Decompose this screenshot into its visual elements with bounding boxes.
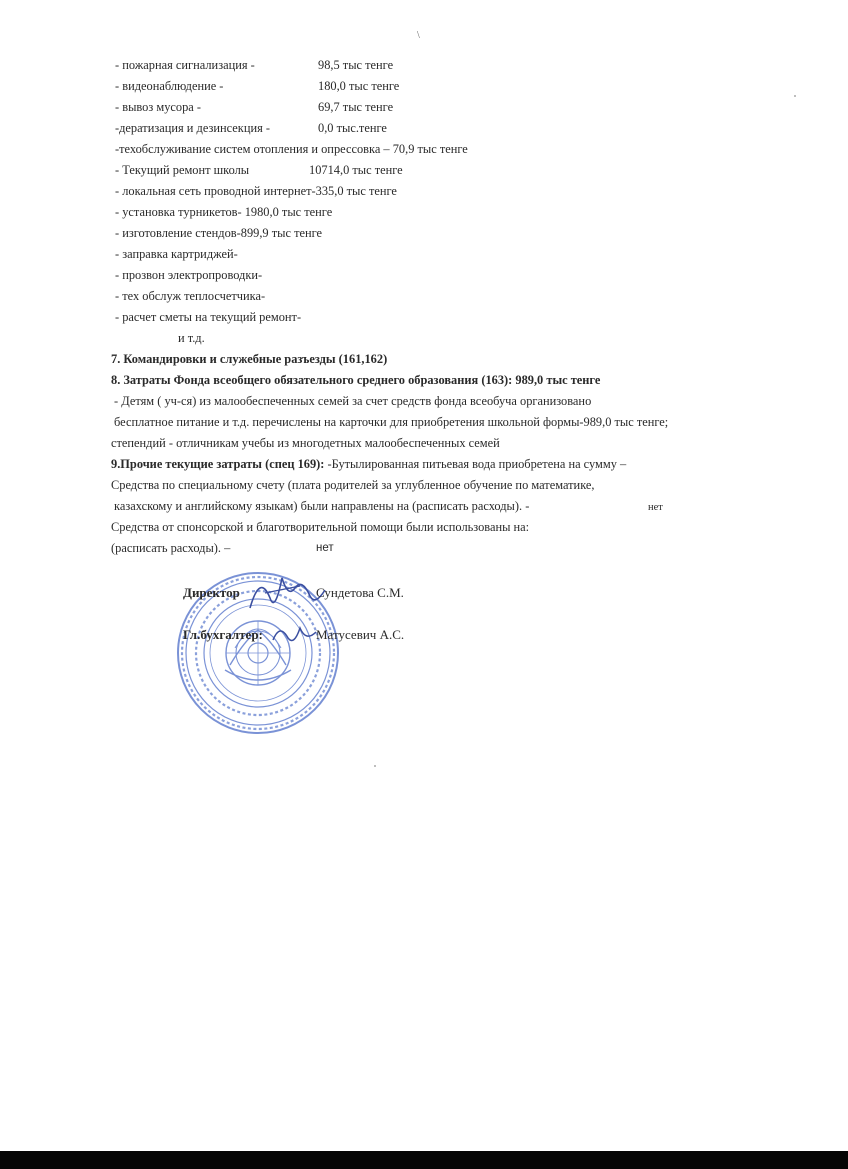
- section-9-para-3: Средства от спонсорской и благотворительной помощи были использованы на:: [111, 520, 530, 534]
- expense-heatmeter: - тех обслуж теплосчетчика-: [115, 289, 266, 303]
- expense-fire-alarm-label: - пожарная сигнализация -: [115, 58, 255, 72]
- section-9-para-2: казахскому и английскому языкам) были направлены на (расписать расходы). -: [114, 499, 530, 513]
- section-8-para-3: степендий - отличникам учебы из многодетных малообеспеченных семей: [111, 436, 500, 450]
- expense-turnstiles: - установка турникетов- 1980,0 тыс тенге: [115, 205, 333, 219]
- expense-fire-alarm-value: 98,5 тыс тенге: [318, 58, 394, 72]
- section-7-heading: 7. Командировки и служебные разъезды (161,162): [111, 352, 388, 366]
- section-8-para-1: - Детям ( уч-ся) из малообеспеченных семей за счет средств фонда всеобуча организовано: [114, 394, 592, 408]
- section-8-para-2: бесплатное питание и т.д. перечислены на карточки для приобретения школьной формы-989,0 тыс тенге;: [114, 415, 669, 429]
- expense-video-value: 180,0 тыс тенге: [318, 79, 400, 93]
- section-9-heading: [111, 457, 626, 471]
- section-9-para-2-value: нет: [648, 502, 663, 513]
- expense-stands: - изготовление стендов-899,9 тыс тенге: [115, 226, 323, 240]
- expense-pest-value: 0,0 тыс.тенге: [318, 121, 387, 135]
- scan-bottom-border: [0, 1151, 848, 1169]
- section-9-title-rest: -Бутылированная питьевая вода приобретена на сумму –: [327, 457, 627, 471]
- director-name: Сундетова С.М.: [316, 585, 404, 600]
- section-9-para-1: Средства по специальному счету (плата родителей за углубленное обучение по математике,: [111, 478, 595, 492]
- expense-internet: - локальная сеть проводной интернет-335,0 тыс тенге: [115, 184, 397, 198]
- scan-speck: [794, 95, 796, 97]
- section-9-para-4: (расписать расходы). –: [111, 541, 231, 555]
- expense-repair-value: 10714,0 тыс тенге: [309, 163, 403, 177]
- expense-pest-label: -дератизация и дезинсекция -: [115, 121, 270, 135]
- expense-heating: -техобслуживание систем отопления и опрессовка – 70,9 тыс тенге: [115, 142, 468, 156]
- expense-repair-label: - Текущий ремонт школы: [115, 163, 250, 177]
- director-role: Директор: [183, 585, 240, 600]
- expense-cartridges: - заправка картриджей-: [115, 247, 238, 261]
- expense-wiring: - прозвон электропроводки-: [115, 268, 263, 282]
- section-9-para-4-value: нет: [316, 542, 334, 554]
- expense-garbage-label: - вывоз мусора -: [115, 100, 202, 114]
- accountant-role: Гл.бухгалтер:: [183, 627, 263, 642]
- scan-speck: [374, 765, 376, 767]
- accountant-name: Матусевич А.С.: [316, 627, 405, 642]
- expense-estimate: - расчет сметы на текущий ремонт-: [115, 310, 302, 324]
- expense-garbage-value: 69,7 тыс тенге: [318, 100, 394, 114]
- expense-video-label: - видеонаблюдение -: [115, 79, 224, 93]
- section-9-title: 9.Прочие текущие затраты (спец 169):: [111, 457, 328, 471]
- section-8-heading: 8. Затраты Фонда всеобщего обязательного среднего образования (163): 989,0 тыс тенге: [111, 373, 601, 387]
- expense-etc: и т.д.: [178, 331, 205, 345]
- page-mark: \: [417, 30, 420, 41]
